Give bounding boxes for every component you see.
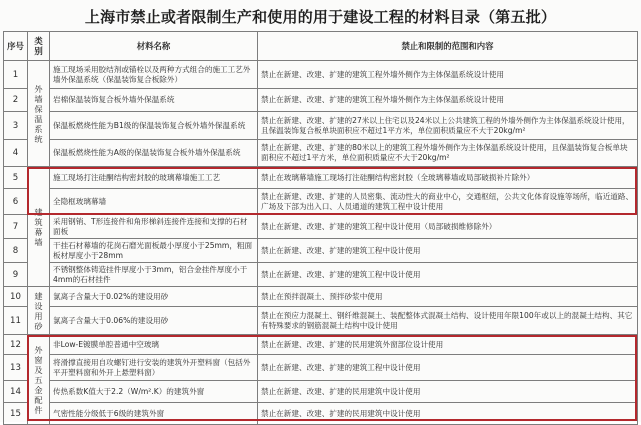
table-row xyxy=(4,335,638,355)
row-number: 13 xyxy=(4,355,28,381)
table-row xyxy=(4,112,638,140)
document-title: 上海市禁止或者限制生产和使用的用于建设工程的材料目录（第五批） xyxy=(84,8,557,26)
restriction-scope: 禁止在新建、改建、扩建的民用建筑中设计使用 xyxy=(258,381,638,403)
restriction-scope: 禁止在新建、改建、扩建的建筑工程中设计使用 xyxy=(258,355,638,381)
header-material: 材料名称 xyxy=(50,32,258,61)
row-number: 9 xyxy=(4,263,28,287)
restriction-scope: 禁止在玻璃幕墙施工现场打注硅酮结构密封胶（全玻璃幕墙或局部破损补片除外） xyxy=(258,167,638,189)
table-row xyxy=(4,140,638,167)
table-row xyxy=(4,263,638,287)
row-number: 15 xyxy=(4,403,28,425)
material-name: 气密性能分级低于6级的建筑外窗 xyxy=(50,403,258,425)
row-number: 4 xyxy=(4,140,28,167)
table-row xyxy=(4,381,638,403)
row-number: 10 xyxy=(4,287,28,307)
restriction-scope: 禁止在新建、改建、扩建的民用建筑外窗部位设计使用 xyxy=(258,335,638,355)
material-name: 采用钢销、T形连接件和角形梯斜连接件连接和支撑的石材面板 xyxy=(50,215,258,239)
table-row xyxy=(4,189,638,215)
table-row xyxy=(4,355,638,381)
row-number: 7 xyxy=(4,215,28,239)
table-row xyxy=(4,167,638,189)
material-name: 施工现场打注硅酮结构密封胶的玻璃幕墙施工工艺 xyxy=(50,167,258,189)
material-name: 氯离子含量大于0.02%的建设用砂 xyxy=(50,287,258,307)
row-number: 12 xyxy=(4,335,28,355)
restriction-scope: 禁止在新建、改建、扩建的建筑工程外墙外侧作为主体保温系统设计使用 xyxy=(258,89,638,112)
category-windows-hardware: 外窗及五金配件 xyxy=(28,335,50,425)
row-number: 3 xyxy=(4,112,28,140)
materials-table xyxy=(3,31,638,425)
table-row xyxy=(4,307,638,335)
row-number: 1 xyxy=(4,61,28,89)
restriction-scope: 禁止在新建、改建、扩建的人员密集、流动性大的商业中心，交通枢纽，公共文化体育设施等场所，临近道路、广场及下部为出入口、人员通道的建筑工程中设计使用 xyxy=(258,189,638,215)
row-number: 8 xyxy=(4,239,28,263)
material-name: 保温板燃烧性能为A级的保温装饰复合板外墙外保温系统 xyxy=(50,140,258,167)
table-row xyxy=(4,239,638,263)
table-row xyxy=(4,89,638,112)
header-category: 类别 xyxy=(28,32,50,61)
category-curtain-wall: 建筑幕墙 xyxy=(28,167,50,287)
material-name: 全隐框玻璃幕墙 xyxy=(50,189,258,215)
table-row xyxy=(4,61,638,89)
table-row xyxy=(4,403,638,425)
restriction-scope: 禁止在新建、改建、扩建的建筑工程中设计使用 xyxy=(258,263,638,287)
restriction-scope: 禁止在新建、改建、扩建的建筑工程中设计使用 xyxy=(258,239,638,263)
restriction-scope: 禁止在新建、改建、扩建的27米以上住宅以及24米以上公共建筑工程的外墙外侧作为主体保温系统设计使用，且保温装饰复合板单块面积应不超过1平方米，单位面积质量应不大于20kg/m² xyxy=(258,112,638,140)
restriction-scope: 禁止在新建、改建、扩建的建筑工程中设计使用（局部破损维修除外） xyxy=(258,215,638,239)
row-number: 5 xyxy=(4,167,28,189)
category-mortar-sand: 建设用砂 xyxy=(28,287,50,335)
material-name: 保温板燃烧性能为B1级的保温装饰复合板外墙外保温系统 xyxy=(50,112,258,140)
row-number: 6 xyxy=(4,189,28,215)
material-name: 传热系数K值大于2.2（W/m².K）的建筑外窗 xyxy=(50,381,258,403)
header-scope: 禁止和限制的范围和内容 xyxy=(258,32,638,61)
header-seq: 序号 xyxy=(4,32,28,61)
material-name: 干挂石材幕墙的花岗石磨光面板最小厚度小于25mm，粗面板材厚度小于28mm xyxy=(50,239,258,263)
table-row xyxy=(4,287,638,307)
material-name: 氯离子含量大于0.06%的建设用砂 xyxy=(50,307,258,335)
row-number: 14 xyxy=(4,381,28,403)
table-row xyxy=(4,215,638,239)
material-name: 非Low-E镀膜单腔普通中空玻璃 xyxy=(50,335,258,355)
restriction-scope: 禁止在预应力混凝土、钢纤维混凝土、装配整体式混凝土结构、设计使用年限100年或以上的混凝土结构、其它有特殊要求的钢筋混凝土结构中设计使用 xyxy=(258,307,638,335)
material-name: 施工现场采用胶结剂或锚栓以及两种方式组合的施工工艺外墙外保温系统（保温装饰复合板除外） xyxy=(50,61,258,89)
table-header-row xyxy=(4,32,638,61)
restriction-scope: 禁止在新建、改建、扩建的民用建筑中设计使用 xyxy=(258,403,638,425)
restriction-scope: 禁止在新建、改建、扩建的80米以上的建筑工程外墙外侧作为主体保温系统设计使用，且保温装饰复合板单块面积应不超过1平方米，单位面积质量应不大于20kg/m² xyxy=(258,140,638,167)
row-number: 11 xyxy=(4,307,28,335)
material-name: 不锈钢整体铸造挂件厚度小于3mm，铝合金挂件厚度小于4mm的石材挂件 xyxy=(50,263,258,287)
material-name: 岩棉保温装饰复合板外墙外保温系统 xyxy=(50,89,258,112)
restriction-scope: 禁止在预拌混凝土、预拌砂浆中使用 xyxy=(258,287,638,307)
material-name: 将滑撑直接用自攻螺钉进行安装的建筑外开塑料窗（包括外平开塑料窗和外开上悬塑料窗） xyxy=(50,355,258,381)
row-number: 2 xyxy=(4,89,28,112)
category-wall-insulation: 外墙保温系统 xyxy=(28,61,50,167)
restriction-scope: 禁止在新建、改建、扩建的建筑工程外墙外侧作为主体保温系统设计使用 xyxy=(258,61,638,89)
